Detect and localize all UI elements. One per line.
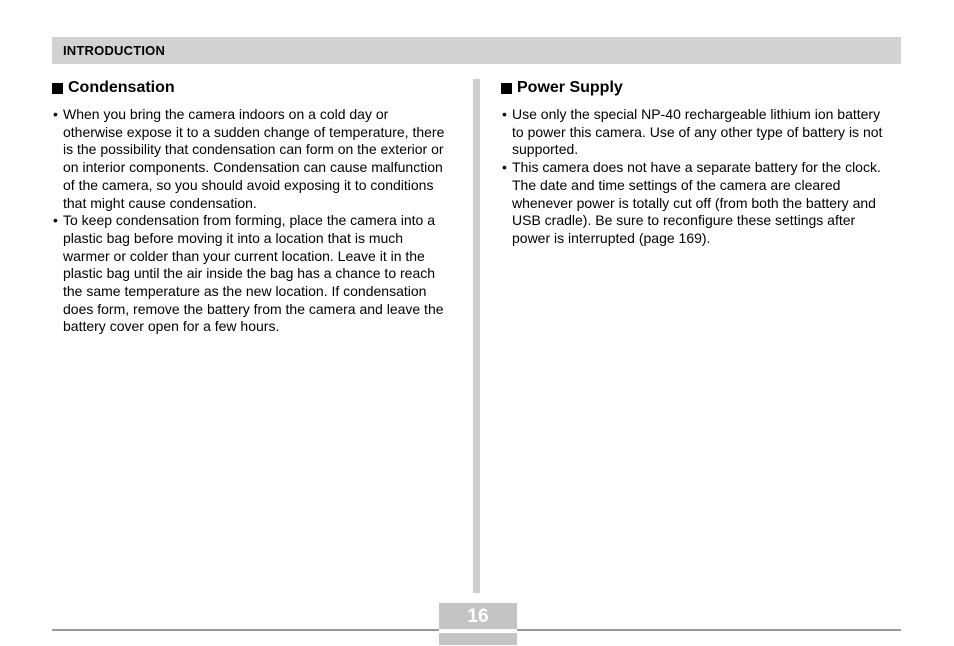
- condensation-section: [52, 78, 447, 336]
- power-supply-heading-text: Power Supply: [517, 79, 623, 96]
- black-square-icon: [52, 83, 63, 94]
- list-item: [501, 106, 891, 159]
- bullet-text: When you bring the camera indoors on a cold day or otherwise expose it to a sudden change of temperature, there is the possibility that condensation can form on the exterior or on interior components. Condensation can cause malfunction of the camera, so you should avoid exposing it to conditions that might cause condensation.: [63, 106, 445, 211]
- header-bar: [52, 37, 901, 64]
- power-supply-heading: [501, 78, 891, 98]
- page-number-box: [439, 603, 517, 645]
- list-item: [52, 106, 447, 212]
- bullet-text: This camera does not have a separate battery for the clock. The date and time settings of the camera are cleared whenever power is totally cut off (from both the battery and USB cradle). Be sure to reconfigure these settings after power is interrupted (page 169).: [512, 159, 881, 246]
- list-item: [52, 212, 447, 336]
- power-supply-section: [501, 78, 891, 248]
- bullet-text: Use only the special NP-40 rechargeable lithium ion battery to power this camera. Use of any other type of battery is not supported.: [512, 106, 883, 158]
- list-item: [501, 159, 891, 248]
- condensation-heading: [52, 78, 447, 98]
- bullet-dot-icon: •: [502, 106, 507, 122]
- page-number: 16: [467, 606, 489, 627]
- bullet-dot-icon: •: [53, 212, 58, 229]
- bullet-dot-icon: •: [502, 159, 507, 176]
- column-divider: [473, 79, 480, 593]
- section-title: INTRODUCTION: [63, 43, 166, 58]
- page-number-gap: [439, 629, 517, 633]
- black-square-icon: [501, 83, 512, 94]
- power-supply-bullet-list: [501, 106, 891, 248]
- bullet-text: To keep condensation from forming, place the camera into a plastic bag before moving it into a location that is much warmer or colder than your current location. Leave it in the plastic bag until the air inside the bag has a chance to reach the same temperature as the new location. If condensation does form, remove the battery from the camera and leave the battery cover open for a few hours.: [63, 212, 444, 335]
- condensation-heading-text: Condensation: [68, 79, 175, 96]
- bullet-dot-icon: •: [53, 106, 58, 122]
- condensation-bullet-list: [52, 106, 447, 336]
